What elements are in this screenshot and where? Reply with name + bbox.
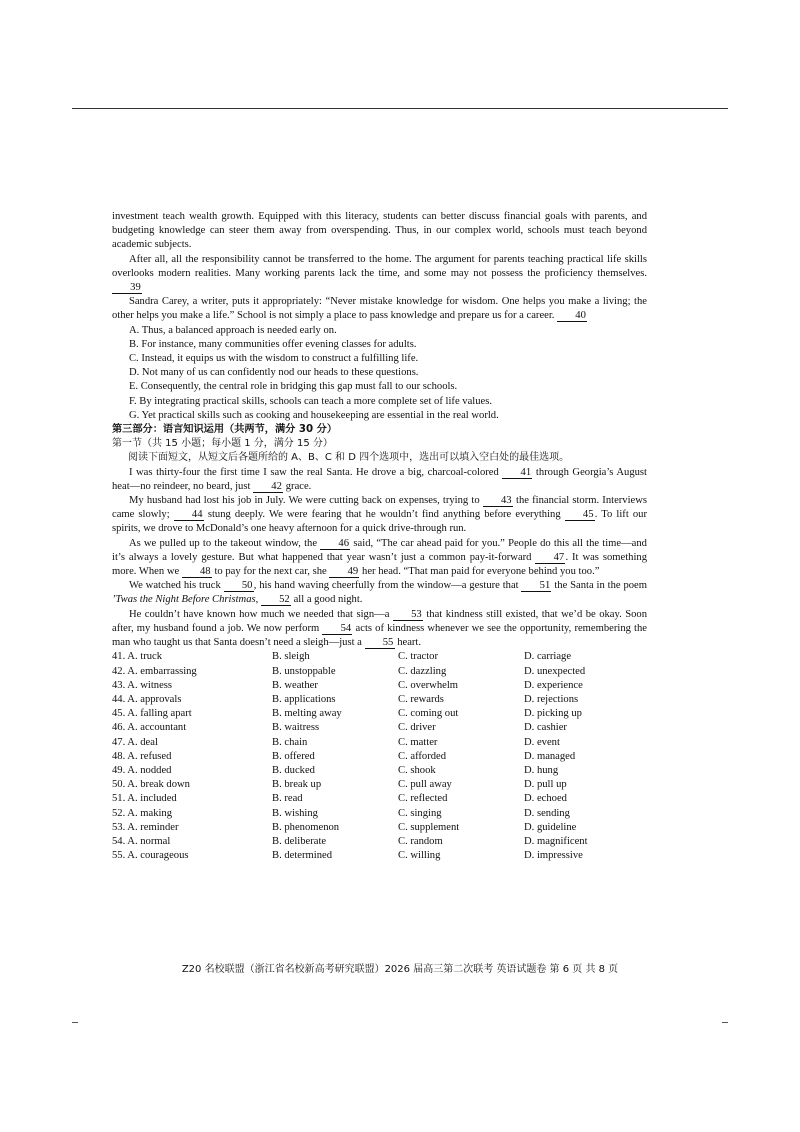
choice-row xyxy=(112,792,647,806)
choice-row xyxy=(112,750,647,764)
choice-option: D. guideline xyxy=(524,821,577,833)
choice-option: C. rewards xyxy=(398,693,444,705)
crop-mark-right xyxy=(722,1022,728,1023)
cloze-paragraph-1: I was thirty-four the first time I saw the real Santa. He drove a big, charcoal-colored 41 through Georgia’s August heat—no reindeer, no beard, just 42 grace. xyxy=(112,466,647,492)
choice-option: C. afforded xyxy=(398,750,447,762)
choice-option: D. carriage xyxy=(524,651,572,663)
cloze-paragraph-4: We watched his truck 50, his hand waving cheerfully from the window—a gesture that 51 the Santa in the poem ’Twas the Night Before Christmas, 52 all a good night. xyxy=(112,580,647,606)
choice-row xyxy=(112,650,647,664)
passage-paragraph-3: Sandra Carey, a writer, puts it appropriately: “Never mistake knowledge for wisdom. One helps you make a living; the other helps you make a life.” School is not simply a place to pass knowledge and prepare us for a career. 40 xyxy=(112,296,647,322)
choice-row xyxy=(112,679,647,693)
blank-47: 47 xyxy=(535,552,565,564)
choice-option: C. willing xyxy=(398,850,441,862)
page-content xyxy=(112,210,647,863)
choice-option: C. supplement xyxy=(398,821,460,833)
choice-option: 55. A. courageous xyxy=(112,850,189,862)
blank-54: 54 xyxy=(322,623,352,635)
choice-row xyxy=(112,764,647,778)
option-b: B. For instance, many communities offer evening classes for adults. xyxy=(128,338,417,350)
choice-option: C. singing xyxy=(398,807,442,819)
choice-option: D. echoed xyxy=(524,793,567,805)
blank-43: 43 xyxy=(483,495,513,507)
choice-option: B. phenomenon xyxy=(272,821,340,833)
choice-option: B. determined xyxy=(272,850,333,862)
choice-option: B. waitress xyxy=(272,722,320,734)
choice-option: 46. A. accountant xyxy=(112,722,187,734)
choice-option: C. random xyxy=(398,835,443,847)
blank-41: 41 xyxy=(502,467,532,479)
blank-46: 46 xyxy=(320,538,350,550)
choice-option: 42. A. embarrassing xyxy=(112,665,197,677)
choice-row xyxy=(112,807,647,821)
choice-option: B. weather xyxy=(272,679,318,691)
choice-option: 45. A. falling apart xyxy=(112,708,192,720)
choice-row xyxy=(112,835,647,849)
choice-option: B. applications xyxy=(272,693,336,705)
cloze-paragraph-2: My husband had lost his job in July. We were cutting back on expenses, trying to 43 the financial storm. Interviews came slowly; 44 stung deeply. We were fearing that he wouldn’t find anything before everything 45. To lift our spirits, we drove to McDonald’s one heavy afternoon for a quick drive-through run. xyxy=(112,495,648,535)
choice-row xyxy=(112,736,647,750)
choice-option: D. sending xyxy=(524,807,570,819)
choice-option: D. hung xyxy=(524,764,559,776)
choice-row xyxy=(112,849,647,863)
choice-option: B. deliberate xyxy=(272,835,327,847)
choice-option: 52. A. making xyxy=(112,807,173,819)
choice-option: D. impressive xyxy=(524,850,583,862)
choice-option: 50. A. break down xyxy=(112,779,190,791)
choice-option: B. wishing xyxy=(272,807,318,819)
seven-options-list xyxy=(112,324,647,423)
passage-paragraph-2: After all, all the responsibility cannot be transferred to the home. The argument for parents teaching practical life skills overlooks modern realities. Many working parents lack the time, and some may not possess the proficiency themselves. 39 xyxy=(112,253,647,294)
blank-55: 55 xyxy=(365,637,395,649)
blank-52: 52 xyxy=(261,594,291,606)
option-f: F. By integrating practical skills, schools can teach a more complete set of life values. xyxy=(128,395,493,407)
blank-40: 40 xyxy=(557,310,587,322)
choice-option: C. dazzling xyxy=(398,665,447,677)
option-d: D. Not many of us can confidently nod our heads to these questions. xyxy=(128,367,419,379)
choice-option: 44. A. approvals xyxy=(112,693,182,705)
page-footer: Z20 名校联盟（浙江省名校新高考研究联盟）2026 届高三第二次联考 英语试题卷 第 6 页 共 8 页 xyxy=(181,964,619,975)
choice-option: D. experience xyxy=(524,679,583,691)
choice-option: B. unstoppable xyxy=(272,665,336,677)
choice-option: 43. A. witness xyxy=(112,679,173,691)
choice-option: C. coming out xyxy=(398,708,459,720)
choice-option: 54. A. normal xyxy=(112,835,171,847)
choice-row xyxy=(112,707,647,721)
choice-option: B. break up xyxy=(272,779,322,791)
choice-option: 51. A. included xyxy=(112,793,177,805)
choice-option: D. managed xyxy=(524,750,576,762)
choice-option: 47. A. deal xyxy=(112,736,158,748)
blank-49: 49 xyxy=(329,566,359,578)
choice-option: C. overwhelm xyxy=(398,679,459,691)
choice-option: B. melting away xyxy=(272,708,342,720)
choice-option: B. offered xyxy=(272,750,315,762)
passage-paragraph-1: investment teach wealth growth. Equipped with this literacy, students can better discuss financial goals with parents, and budgeting knowledge can steer them away from overspending. Thus, in our complex world, schools must teach beyond academic subjects. xyxy=(112,211,647,251)
blank-39: 39 xyxy=(112,282,142,294)
poem-title: ’Twas the Night Before Christmas xyxy=(112,594,256,606)
choice-row xyxy=(112,721,647,735)
choice-option: B. read xyxy=(272,793,303,805)
choice-option: D. unexpected xyxy=(524,665,586,677)
crop-mark-left xyxy=(72,1022,78,1023)
choice-option: 49. A. nodded xyxy=(112,764,172,776)
option-g: G. Yet practical skills such as cooking and housekeeping are essential in the real world. xyxy=(128,409,499,421)
choice-option: 53. A. reminder xyxy=(112,821,179,833)
cloze-paragraph-3: As we pulled up to the takeout window, the 46 said, “The car ahead paid for you.” People do this all the time—and it’s always a lovely gesture. But what happened that year wasn’t just a common pay-it-forward 47. It was something more. When we 48 to pay for the next car, she 49 her head. “That man paid for everyone behind you too.” xyxy=(112,537,647,578)
choice-option: C. reflected xyxy=(398,793,448,805)
blank-51: 51 xyxy=(521,580,551,592)
choice-option: D. cashier xyxy=(524,722,567,734)
choice-option: D. magnificent xyxy=(524,835,588,847)
blank-50: 50 xyxy=(224,580,254,592)
choice-option: C. matter xyxy=(398,736,438,748)
choice-row xyxy=(112,665,647,679)
choice-option: B. sleigh xyxy=(272,651,310,663)
choice-option: C. tractor xyxy=(398,651,439,663)
blank-44: 44 xyxy=(174,509,204,521)
section1-heading: 第一节（共 15 小题；每小题 1 分，满分 15 分） xyxy=(112,438,333,450)
option-a: A. Thus, a balanced approach is needed early on. xyxy=(128,324,337,336)
choice-option: C. shook xyxy=(398,764,436,776)
choice-option: C. driver xyxy=(398,722,436,734)
option-e: E. Consequently, the central role in bridging this gap must fall to our schools. xyxy=(128,381,458,393)
choice-option: D. event xyxy=(524,736,560,748)
choice-option: D. pull up xyxy=(524,779,567,791)
blank-42: 42 xyxy=(253,481,283,493)
cloze-choices xyxy=(112,650,647,863)
choice-option: B. chain xyxy=(272,736,308,748)
part3-heading: 第三部分：语言知识运用（共两节，满分 30 分） xyxy=(112,424,338,436)
blank-45: 45 xyxy=(565,509,595,521)
blank-48: 48 xyxy=(182,566,212,578)
choice-option: 41. A. truck xyxy=(112,651,163,663)
choice-row xyxy=(112,693,647,707)
choice-row xyxy=(112,821,647,835)
choice-option: 48. A. refused xyxy=(112,750,172,762)
choice-option: D. rejections xyxy=(524,693,579,705)
cloze-instruction: 阅读下面短文，从短文后各题所给的 A、B、C 和 D 四个选项中，选出可以填入空白处的最佳选项。 xyxy=(128,452,570,464)
cloze-paragraph-5: He couldn’t have known how much we needed that sign—a 53 that kindness still existed, that we’d be okay. Soon after, my husband found a job. We now perform 54 acts of kindness whenever we see the opportunity, remembering the man who taught us that Santa doesn’t need a sleigh—just a 55 heart. xyxy=(112,608,647,649)
blank-53: 53 xyxy=(393,609,423,621)
header-rule xyxy=(72,108,728,109)
choice-option: C. pull away xyxy=(398,779,452,791)
choice-option: D. picking up xyxy=(524,708,582,720)
option-c: C. Instead, it equips us with the wisdom to construct a fulfilling life. xyxy=(128,353,419,365)
choice-row xyxy=(112,778,647,792)
choice-option: B. ducked xyxy=(272,764,315,776)
